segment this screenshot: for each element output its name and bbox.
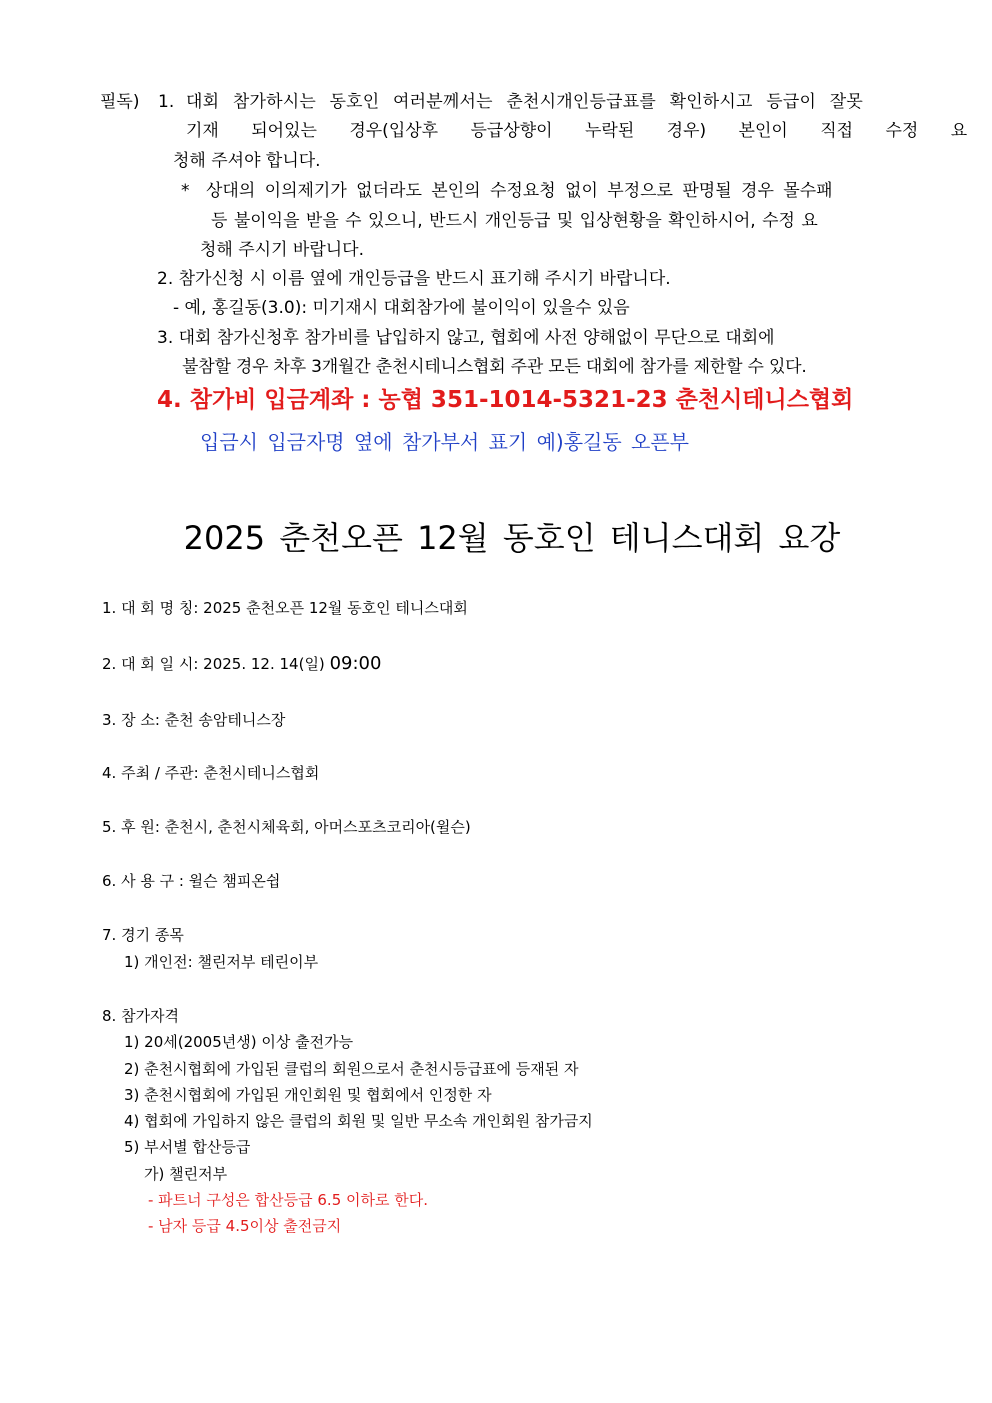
page-title: 2025 춘천오픈 12월 동호인 테니스대회 요강 (183, 519, 841, 557)
notice-item3-line1: 3. 대회 참가신청후 참가비를 납입하지 않고, 협회에 사전 양해없이 무단으로 대회에 (157, 328, 775, 348)
section-8-item5: 5) 부서별 합산등급 (124, 1138, 251, 1156)
section-8-item4: 4) 협회에 가입하지 않은 클럽의 회원 및 일반 무소속 개인회원 참가금지 (124, 1112, 593, 1130)
notice-item3-line2: 불참할 경우 차후 3개월간 춘천시테니스협회 주관 모든 대회에 참가를 제한할 수 있다. (182, 357, 807, 377)
notice-label: 필독) (100, 92, 140, 112)
section-2-datetime (102, 654, 381, 674)
notice-item1-line1 (186, 92, 927, 112)
section-8-heading: 8. 참가자격 (102, 1007, 180, 1025)
deposit-instruction: 입금시 입금자명 옆에 참가부서 표기 예)홍길동 오픈부 (200, 430, 689, 454)
bank-account-line: 4. 참가비 입금계좌 : 농협 351-1014-5321-23 춘천시테니스협회 (157, 387, 854, 413)
section-1-name: 1. 대 회 명 칭: 2025 춘천오픈 12월 동호인 테니스대회 (102, 599, 468, 617)
notice-star-mark: * (181, 181, 190, 201)
section-8-rule1: - 파트너 구성은 합산등급 6.5 이하로 한다. (148, 1191, 428, 1209)
section-8-item3: 3) 춘천시협회에 가입된 개인회원 및 협회에서 인정한 자 (124, 1086, 492, 1104)
notice-star-line2: 등 불이익을 받을 수 있으니, 반드시 개인등급 및 입상현황을 확인하시어, 수정 요 (211, 211, 818, 231)
notice-star-line1: 상대의 이의제기가 없더라도 본인의 수정요청 없이 부정으로 판명될 경우 몰수패 (206, 181, 833, 201)
section-7-heading: 7. 경기 종목 (102, 926, 184, 944)
section-8-sub-a: 가) 챌린저부 (144, 1165, 228, 1183)
section-6-ball: 6. 사 용 구 : 윌슨 챔피온쉽 (102, 872, 281, 890)
section-2-time: 09:00 (329, 653, 382, 674)
section-7-item1: 1) 개인전: 챌린저부 테린이부 (124, 953, 319, 971)
notice-item1-line2-text: 기재 되어있는 경우(입상후 등급상향이 누락된 경우) 본인이 직접 수정 요 (186, 121, 968, 141)
section-8-rule2: - 남자 등급 4.5이상 출전금지 (148, 1217, 342, 1235)
notice-item1-line1-text: 대회 참가하시는 동호인 여러분께서는 춘천시개인등급표를 확인하시고 등급이 잘못 (186, 92, 863, 112)
section-8-item1: 1) 20세(2005년생) 이상 출전가능 (124, 1033, 354, 1051)
section-3-venue: 3. 장 소: 춘천 송암테니스장 (102, 711, 286, 729)
notice-item2-line1: 2. 참가신청 시 이름 옆에 개인등급을 반드시 표기해 주시기 바랍니다. (157, 269, 671, 289)
section-5-sponsor: 5. 후 원: 춘천시, 춘천시체육회, 아머스포츠코리아(윌슨) (102, 818, 471, 836)
section-4-host: 4. 주최 / 주관: 춘천시테니스협회 (102, 764, 320, 782)
notice-item2-line2: - 예, 홍길동(3.0): 미기재시 대회참가에 불이익이 있을수 있음 (173, 298, 630, 318)
notice-star-line3: 청해 주시기 바랍니다. (200, 240, 365, 260)
section-8-item2: 2) 춘천시협회에 가입된 클럽의 회원으로서 춘천시등급표에 등재된 자 (124, 1060, 579, 1078)
notice-item1-line3: 청해 주셔야 합니다. (173, 151, 321, 171)
section-2-date: 2. 대 회 일 시: 2025. 12. 14(일) (102, 655, 330, 673)
notice-item1-number: 1. (158, 92, 175, 112)
notice-item1-line2 (186, 121, 968, 141)
